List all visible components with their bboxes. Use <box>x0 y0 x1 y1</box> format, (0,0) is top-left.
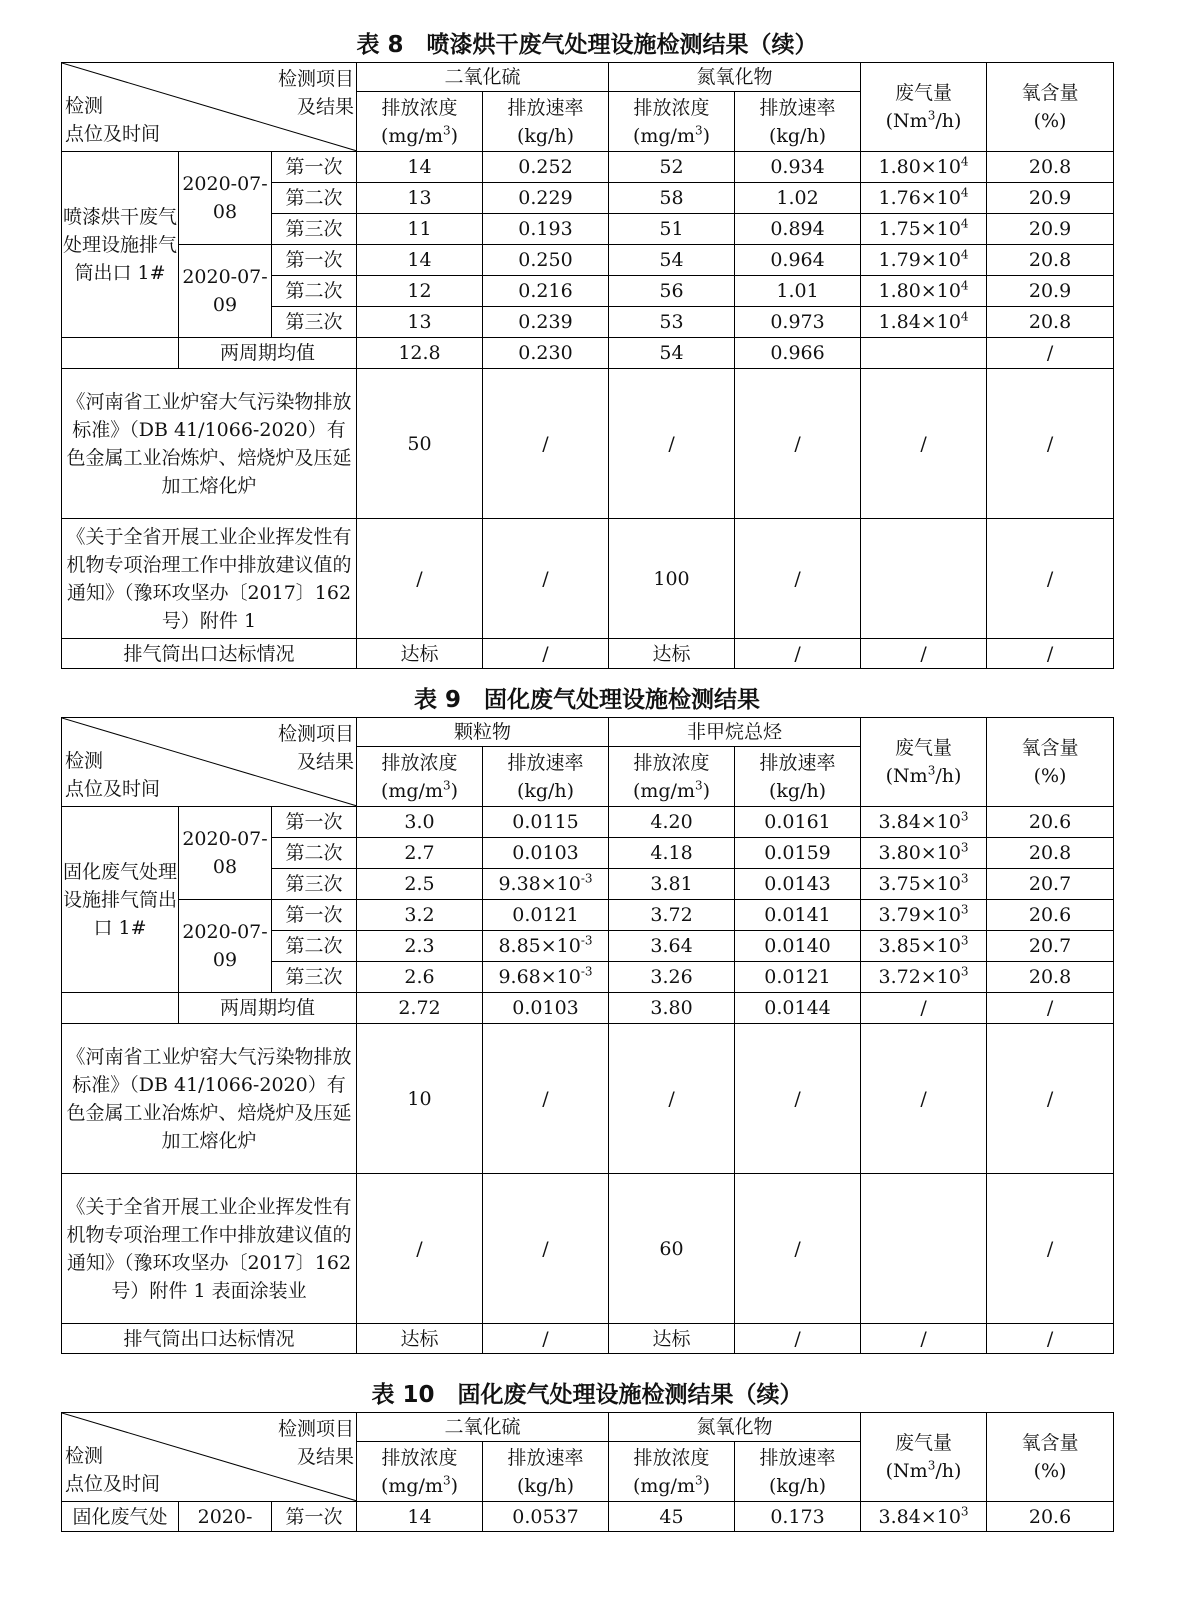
value-cell: / <box>735 1174 861 1324</box>
time-cell: 第二次 <box>272 931 357 962</box>
value-cell: 达标 <box>609 1324 735 1354</box>
value-cell: 0.0103 <box>483 993 609 1024</box>
value-cell: / <box>987 1174 1114 1324</box>
header-result-label: 及结果 <box>296 751 354 773</box>
rate-header: 排放速率 (kg/h) <box>483 1442 609 1502</box>
value-cell: 0.0143 <box>735 869 861 900</box>
value-cell: / <box>987 1024 1114 1174</box>
value-cell: $9.38\times 10^{-3}$ <box>483 869 609 900</box>
group1-header: 二氧化硫 <box>357 1413 609 1442</box>
value-cell: / <box>483 1324 609 1354</box>
value-cell: 12 <box>357 276 483 307</box>
table10-caption: 表 10 固化废气处理设施检测结果（续） <box>371 1382 803 1408</box>
value-cell: 3.2 <box>357 900 483 931</box>
value-cell: 54 <box>609 338 735 369</box>
value-cell: 0.0103 <box>483 838 609 869</box>
header-item-label: 检测项目 <box>277 68 354 90</box>
table9 <box>61 717 1114 1354</box>
value-cell: 11 <box>357 214 483 245</box>
value-cell: 0.250 <box>483 245 609 276</box>
value-cell: / <box>987 639 1114 669</box>
average-label: 两周期均值 <box>179 993 357 1024</box>
table-row <box>62 900 1114 931</box>
standard-row <box>62 369 1114 519</box>
date-cell: 2020-07-08 <box>179 152 272 245</box>
oxygen-header: 氧含量 (%) <box>987 1413 1114 1502</box>
value-cell: 20.9 <box>987 183 1114 214</box>
gas-volume-header: 废气量 (Nm$^3$/h) <box>861 1413 987 1502</box>
value-cell: 20.6 <box>987 900 1114 931</box>
value-cell <box>861 338 987 369</box>
group1-header: 二氧化硫 <box>357 63 609 92</box>
value-cell: 0.0121 <box>483 900 609 931</box>
value-cell: 2.5 <box>357 869 483 900</box>
conc-header: 排放浓度 $(mg/m^3)$ <box>609 1442 735 1502</box>
conc-header: 排放浓度 $(mg/m^3)$ <box>609 747 735 807</box>
value-cell: 2.3 <box>357 931 483 962</box>
value-cell: / <box>483 1174 609 1324</box>
table8-caption: 表 8 喷漆烘干废气处理设施检测结果（续） <box>356 32 818 58</box>
value-cell: $9.68\times 10^{-3}$ <box>483 962 609 993</box>
value-cell: / <box>987 993 1114 1024</box>
table-header-row <box>62 718 1114 747</box>
value-cell: / <box>861 369 987 519</box>
value-cell: 0.229 <box>483 183 609 214</box>
compliance-row <box>62 1324 1114 1354</box>
value-cell: 0.0161 <box>735 807 861 838</box>
value-cell: 45 <box>609 1502 735 1532</box>
time-cell: 第一次 <box>272 245 357 276</box>
empty-cell <box>62 338 179 369</box>
value-cell: 54 <box>609 245 735 276</box>
value-cell: 0.230 <box>483 338 609 369</box>
date-cell: 2020-07-08 <box>179 807 272 900</box>
value-cell: 0.0140 <box>735 931 861 962</box>
value-cell: 0.894 <box>735 214 861 245</box>
compliance-row <box>62 639 1114 669</box>
value-cell: 14 <box>357 245 483 276</box>
diagonal-header-cell <box>62 63 357 152</box>
gas-volume-cell: $3.84\times 10^3$ <box>861 807 987 838</box>
value-cell: 20.6 <box>987 807 1114 838</box>
value-cell: 20.9 <box>987 214 1114 245</box>
time-cell: 第一次 <box>272 807 357 838</box>
gas-volume-cell: $3.85\times 10^3$ <box>861 931 987 962</box>
gas-volume-cell: $3.75\times 10^3$ <box>861 869 987 900</box>
value-cell: / <box>357 1174 483 1324</box>
value-cell: 20.6 <box>987 1502 1114 1532</box>
standard-row <box>62 519 1114 639</box>
value-cell: 20.8 <box>987 962 1114 993</box>
average-label: 两周期均值 <box>179 338 357 369</box>
group2-header: 氮氧化物 <box>609 63 861 92</box>
value-cell: 0.0159 <box>735 838 861 869</box>
table8 <box>61 62 1114 669</box>
diagonal-header-cell <box>62 1413 357 1502</box>
header-point-label: 检测 <box>65 750 104 772</box>
rate-header: 排放速率 (kg/h) <box>735 92 861 152</box>
value-cell: 1.02 <box>735 183 861 214</box>
date-cell: 2020-07-09 <box>179 245 272 338</box>
time-cell: 第二次 <box>272 183 357 214</box>
value-cell: / <box>735 519 861 639</box>
value-cell: 13 <box>357 307 483 338</box>
average-row <box>62 338 1114 369</box>
table10 <box>61 1412 1114 1532</box>
value-cell: 0.193 <box>483 214 609 245</box>
value-cell: 0.173 <box>735 1502 861 1532</box>
gas-volume-header: 废气量 (Nm$^3$/h) <box>861 63 987 152</box>
time-cell: 第一次 <box>272 1502 357 1532</box>
value-cell: 0.0537 <box>483 1502 609 1532</box>
header-result-label: 及结果 <box>296 96 354 118</box>
value-cell: 0.0141 <box>735 900 861 931</box>
value-cell: / <box>987 338 1114 369</box>
value-cell: / <box>861 639 987 669</box>
value-cell: 2.72 <box>357 993 483 1024</box>
standard-label: 《河南省工业炉窑大气污染物排放标准》（DB 41/1066-2020）有色金属工业冶炼炉、焙烧炉及压延加工熔化炉 <box>62 369 357 519</box>
value-cell: 58 <box>609 183 735 214</box>
header-point-label: 检测 <box>65 1445 104 1467</box>
value-cell: / <box>735 1324 861 1354</box>
value-cell <box>861 519 987 639</box>
conc-header: 排放浓度 $(mg/m^3)$ <box>609 92 735 152</box>
standard-label: 《关于全省开展工业企业挥发性有机物专项治理工作中排放建议值的通知》（豫环攻坚办〔2017〕162 号）附件 1 <box>62 519 357 639</box>
conc-header: 排放浓度 $(mg/m^3)$ <box>357 1442 483 1502</box>
gas-volume-cell: $1.79\times 10^4$ <box>861 245 987 276</box>
value-cell: 3.64 <box>609 931 735 962</box>
value-cell: 4.20 <box>609 807 735 838</box>
value-cell: 20.8 <box>987 838 1114 869</box>
standard-row <box>62 1024 1114 1174</box>
gas-volume-cell: $1.80\times 10^4$ <box>861 152 987 183</box>
value-cell: 20.9 <box>987 276 1114 307</box>
value-cell: 56 <box>609 276 735 307</box>
compliance-label: 排气筒出口达标情况 <box>62 639 357 669</box>
value-cell: 0.973 <box>735 307 861 338</box>
header-point-time-label: 点位及时间 <box>65 123 161 145</box>
table-row <box>62 152 1114 183</box>
value-cell: / <box>861 993 987 1024</box>
standard-label: 《关于全省开展工业企业挥发性有机物专项治理工作中排放建议值的通知》（豫环攻坚办〔2017〕162 号）附件 1 表面涂装业 <box>62 1174 357 1324</box>
table-header-row <box>62 63 1114 92</box>
point-cell: 喷漆烘干废气处理设施排气筒出口 1# <box>62 152 179 338</box>
value-cell: 0.252 <box>483 152 609 183</box>
value-cell: / <box>609 1024 735 1174</box>
time-cell: 第三次 <box>272 962 357 993</box>
value-cell: 20.8 <box>987 307 1114 338</box>
value-cell: 50 <box>357 369 483 519</box>
gas-volume-cell: $3.84\times 10^3$ <box>861 1502 987 1532</box>
gas-volume-cell: $1.80\times 10^4$ <box>861 276 987 307</box>
value-cell: 52 <box>609 152 735 183</box>
value-cell: 3.26 <box>609 962 735 993</box>
value-cell: 3.72 <box>609 900 735 931</box>
rate-header: 排放速率 (kg/h) <box>735 747 861 807</box>
rate-header: 排放速率 (kg/h) <box>735 1442 861 1502</box>
time-cell: 第三次 <box>272 307 357 338</box>
value-cell: 0.934 <box>735 152 861 183</box>
header-point-time-label: 点位及时间 <box>65 1473 161 1495</box>
table-row <box>62 807 1114 838</box>
rate-header: 排放速率 (kg/h) <box>483 747 609 807</box>
header-item-label: 检测项目 <box>277 1418 354 1440</box>
value-cell: 3.80 <box>609 993 735 1024</box>
value-cell: 20.7 <box>987 869 1114 900</box>
standard-row <box>62 1174 1114 1324</box>
table9-caption: 表 9 固化废气处理设施检测结果 <box>413 687 760 713</box>
value-cell: 1.01 <box>735 276 861 307</box>
diagonal-header-cell <box>62 718 357 807</box>
value-cell: 13 <box>357 183 483 214</box>
value-cell: / <box>735 369 861 519</box>
value-cell: 达标 <box>357 639 483 669</box>
value-cell: 14 <box>357 1502 483 1532</box>
value-cell: / <box>861 1024 987 1174</box>
value-cell: 0.239 <box>483 307 609 338</box>
group2-header: 氮氧化物 <box>609 1413 861 1442</box>
conc-header: 排放浓度 $(mg/m^3)$ <box>357 92 483 152</box>
value-cell: 100 <box>609 519 735 639</box>
value-cell <box>861 1174 987 1324</box>
value-cell: / <box>987 369 1114 519</box>
value-cell: 0.216 <box>483 276 609 307</box>
time-cell: 第二次 <box>272 838 357 869</box>
header-item-label: 检测项目 <box>277 723 354 745</box>
value-cell: 20.8 <box>987 152 1114 183</box>
group2-header: 非甲烷总烃 <box>609 718 861 747</box>
value-cell: 20.8 <box>987 245 1114 276</box>
value-cell: 0.964 <box>735 245 861 276</box>
value-cell: 10 <box>357 1024 483 1174</box>
rate-header: 排放速率 (kg/h) <box>483 92 609 152</box>
value-cell: 达标 <box>357 1324 483 1354</box>
value-cell: $8.85\times 10^{-3}$ <box>483 931 609 962</box>
group1-header: 颗粒物 <box>357 718 609 747</box>
value-cell: 达标 <box>609 639 735 669</box>
value-cell: / <box>357 519 483 639</box>
empty-cell <box>62 993 179 1024</box>
oxygen-header: 氧含量 (%) <box>987 63 1114 152</box>
value-cell: 12.8 <box>357 338 483 369</box>
value-cell: / <box>483 369 609 519</box>
value-cell: / <box>735 639 861 669</box>
value-cell: / <box>861 1324 987 1354</box>
value-cell: / <box>987 1324 1114 1354</box>
time-cell: 第三次 <box>272 214 357 245</box>
header-result-label: 及结果 <box>296 1446 354 1468</box>
value-cell: 2.6 <box>357 962 483 993</box>
oxygen-header: 氧含量 (%) <box>987 718 1114 807</box>
compliance-label: 排气筒出口达标情况 <box>62 1324 357 1354</box>
value-cell: 3.0 <box>357 807 483 838</box>
value-cell: 0.0115 <box>483 807 609 838</box>
table-row <box>62 245 1114 276</box>
value-cell: 2.7 <box>357 838 483 869</box>
conc-header: 排放浓度 $(mg/m^3)$ <box>357 747 483 807</box>
date-cell: 2020- <box>179 1502 272 1532</box>
header-point-time-label: 点位及时间 <box>65 778 161 800</box>
value-cell: 60 <box>609 1174 735 1324</box>
gas-volume-cell: $3.72\times 10^3$ <box>861 962 987 993</box>
value-cell: 14 <box>357 152 483 183</box>
value-cell: 20.7 <box>987 931 1114 962</box>
time-cell: 第二次 <box>272 276 357 307</box>
header-point-label: 检测 <box>65 95 104 117</box>
time-cell: 第一次 <box>272 152 357 183</box>
value-cell: 0.0121 <box>735 962 861 993</box>
average-row <box>62 993 1114 1024</box>
value-cell: 4.18 <box>609 838 735 869</box>
value-cell: / <box>609 369 735 519</box>
table-row <box>62 1502 1114 1532</box>
value-cell: 3.81 <box>609 869 735 900</box>
value-cell: / <box>987 519 1114 639</box>
value-cell: / <box>735 1024 861 1174</box>
date-cell: 2020-07-09 <box>179 900 272 993</box>
gas-volume-cell: $3.79\times 10^3$ <box>861 900 987 931</box>
table-header-row <box>62 1413 1114 1442</box>
point-cell: 固化废气处 <box>62 1502 179 1532</box>
value-cell: 0.0144 <box>735 993 861 1024</box>
value-cell: / <box>483 519 609 639</box>
gas-volume-cell: $3.80\times 10^3$ <box>861 838 987 869</box>
value-cell: 53 <box>609 307 735 338</box>
time-cell: 第一次 <box>272 900 357 931</box>
gas-volume-cell: $1.75\times 10^4$ <box>861 214 987 245</box>
time-cell: 第三次 <box>272 869 357 900</box>
value-cell: / <box>483 639 609 669</box>
standard-label: 《河南省工业炉窑大气污染物排放标准》（DB 41/1066-2020）有色金属工业冶炼炉、焙烧炉及压延加工熔化炉 <box>62 1024 357 1174</box>
gas-volume-header: 废气量 (Nm$^3$/h) <box>861 718 987 807</box>
value-cell: 51 <box>609 214 735 245</box>
value-cell: / <box>483 1024 609 1174</box>
point-cell: 固化废气处理设施排气筒出口 1# <box>62 807 179 993</box>
gas-volume-cell: $1.84\times 10^4$ <box>861 307 987 338</box>
gas-volume-cell: $1.76\times 10^4$ <box>861 183 987 214</box>
value-cell: 0.966 <box>735 338 861 369</box>
